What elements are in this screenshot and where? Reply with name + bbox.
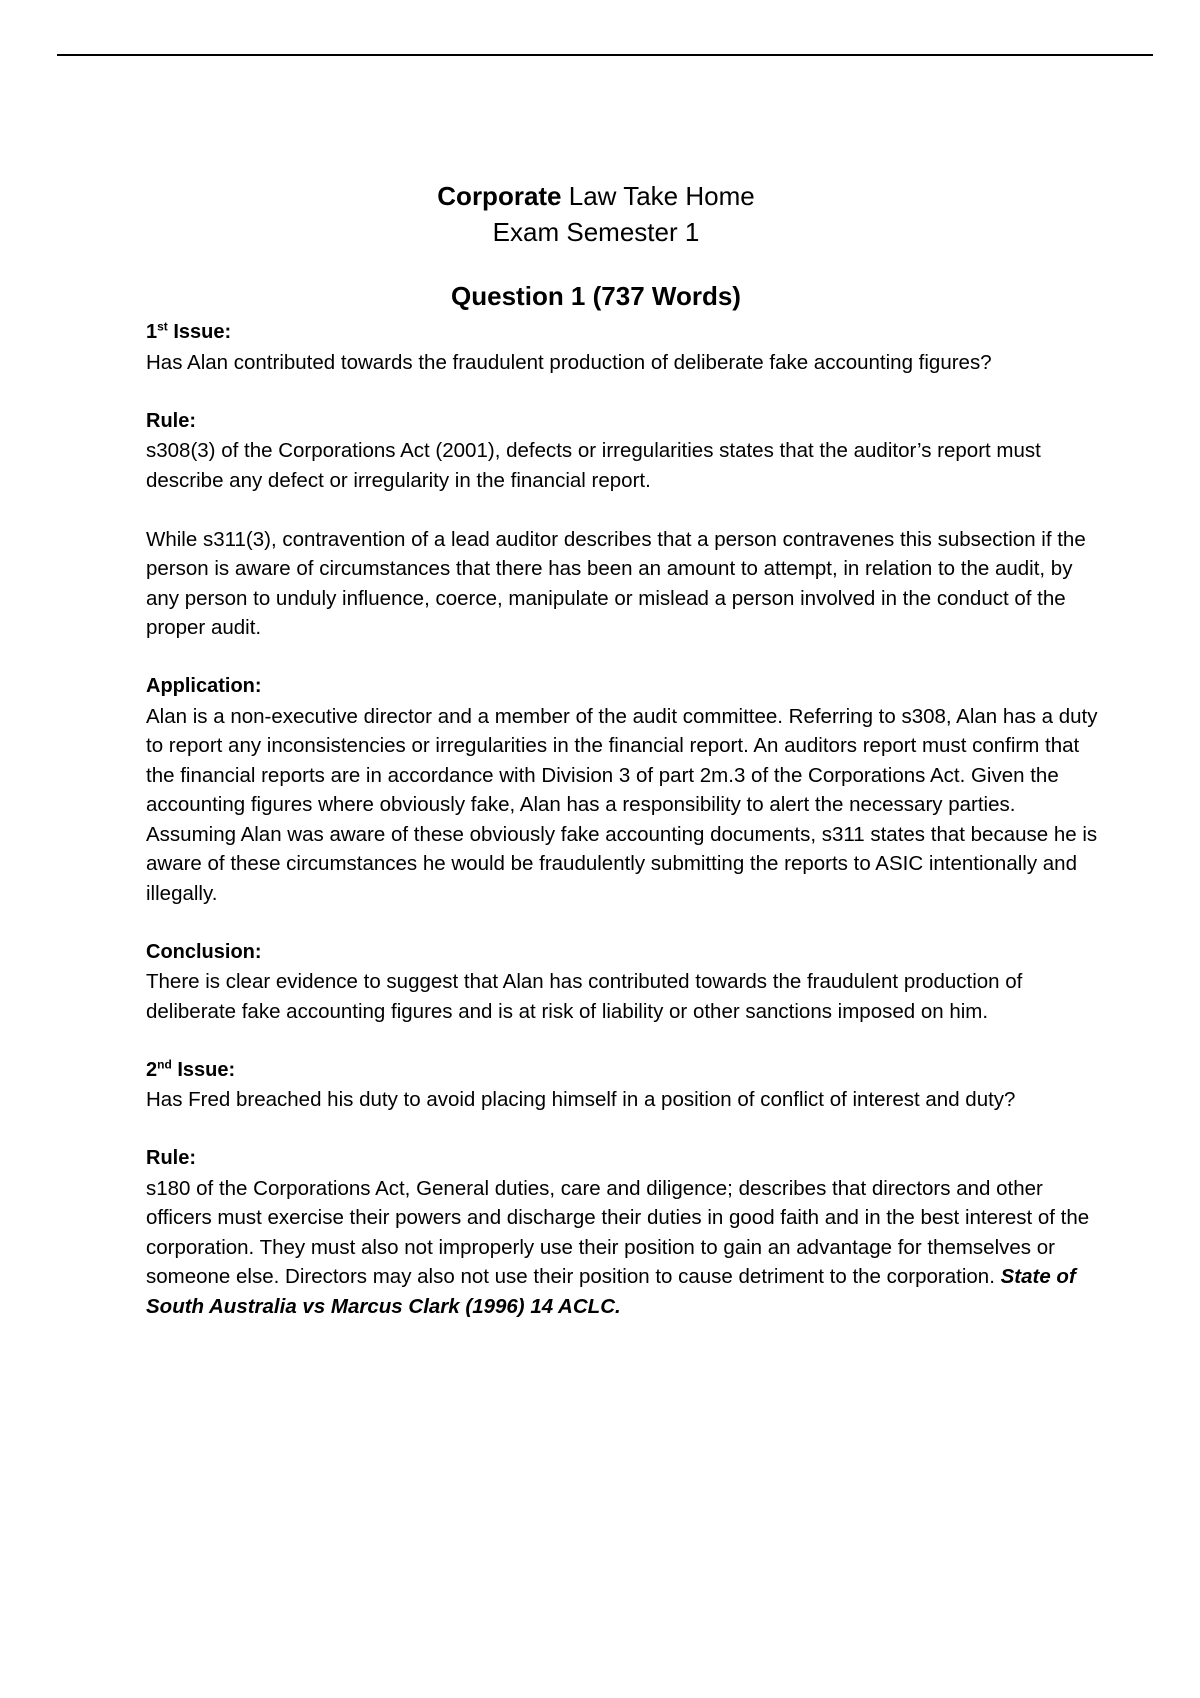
issue-2-label: Issue: xyxy=(177,1058,236,1081)
spacer xyxy=(146,495,1106,525)
document-title-line-1 xyxy=(86,178,1106,214)
header-rule xyxy=(57,54,1153,56)
issue-2-text: Has Fred breached his duty to avoid placing himself in a position of conflict of interest and duty? xyxy=(146,1088,1016,1111)
rule-2-text xyxy=(146,1174,1106,1322)
document-title-line-2: Exam Semester 1 xyxy=(492,217,700,247)
rule-2-body: s180 of the Corporations Act, General duties, care and diligence; describes that directors and other officers must exercise their powers and discharge their duties in good faith and in the best interest of the corporation. They must also not improperly use their position to gain an advantage for themselves or someone else. Directors may also not use their position to cause detriment to the corporation. xyxy=(146,1176,1090,1288)
document-body xyxy=(146,178,1106,1321)
title-bold-word: Corporate xyxy=(437,181,562,211)
conclusion-1-text: There is clear evidence to suggest that Alan has contributed towards the fraudulent production of deliberate fake accounting figures and is at risk of liability or other sanctions imposed on him. xyxy=(146,970,1023,1023)
rule-2-heading: Rule: xyxy=(146,1147,196,1169)
rule-1-paragraph-2: While s311(3), contravention of a lead auditor describes that a person contravenes this subsection if the person is aware of circumstances that there has been an amount to attempt, in relation to the audit, by any person to unduly influence, coerce, manipulate or mislead a person involved in the conduct of the proper audit. xyxy=(146,527,1086,639)
issue-1-text: Has Alan contributed towards the fraudulent production of deliberate fake accounting figures? xyxy=(146,350,992,374)
question-title: Question 1 (737 Words) xyxy=(451,281,741,311)
application-1-text: Alan is a non-executive director and a member of the audit committee. Referring to s308, Alan has a duty to report any inconsistencies or irregularities in the financial report. An auditors report must confirm that the financial reports are in accordance with Division 3 of part 2m.3 of the Corporations Act. Given the accounting figures where obviously fake, Alan has a responsibility to alert the necessary parties. Assuming Alan was aware of these obviously fake accounting documents, s311 states that because he is aware of these circumstances he would be fraudulently submitting the reports to ASIC intentionally and illegally. xyxy=(146,704,1098,905)
rule-1-heading: Rule: xyxy=(146,409,196,432)
issue-2-number: 2 xyxy=(146,1058,158,1081)
issue-1-heading xyxy=(146,318,1106,348)
spacer xyxy=(146,1026,1106,1056)
issue-2-ordinal: nd xyxy=(157,1056,172,1071)
spacer xyxy=(146,1115,1106,1145)
issue-1-ordinal: st xyxy=(157,319,168,334)
application-1-heading: Application: xyxy=(146,675,262,697)
issue-2-heading xyxy=(146,1056,1106,1086)
spacer xyxy=(146,377,1106,407)
conclusion-1-heading: Conclusion: xyxy=(146,940,262,963)
title-rest: Law Take Home xyxy=(568,181,755,211)
issue-1-number: 1 xyxy=(146,321,158,343)
spacer xyxy=(146,908,1106,938)
case-citation: State of South Australia vs Marcus Clark (1996) 14 ACLC. xyxy=(146,1265,1076,1318)
rule-1-paragraph-1: s308(3) of the Corporations Act (2001), defects or irregularities states that the auditor’s report must describe any defect or irregularity in the financial report. xyxy=(146,439,1041,492)
spacer xyxy=(146,643,1106,673)
issue-1-label: Issue: xyxy=(173,321,232,343)
